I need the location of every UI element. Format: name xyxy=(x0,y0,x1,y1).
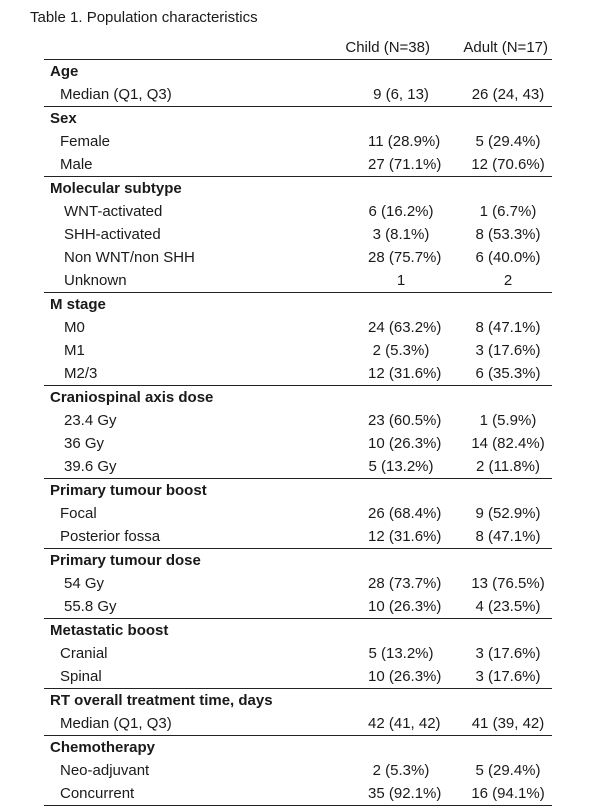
child-value: 10 (26.3%) xyxy=(368,668,442,685)
child-value: 3 (8.1%) xyxy=(372,226,430,243)
table-row xyxy=(44,223,552,246)
adult-value: 12 (70.6%) xyxy=(471,156,545,173)
row-label: 54 Gy xyxy=(64,575,105,592)
child-value: 35 (92.1%) xyxy=(328,782,434,806)
adult-value: 5 (29.4%) xyxy=(475,762,541,779)
table-body xyxy=(44,60,552,806)
group-spacer xyxy=(328,177,434,201)
group-label: M stage xyxy=(44,293,328,317)
group-spacer xyxy=(434,293,552,317)
group-label: RT overall treatment time, days xyxy=(44,689,328,713)
header-blank xyxy=(44,36,328,60)
row-label: Concurrent xyxy=(44,782,328,806)
table-row xyxy=(44,642,552,665)
row-label: Neo-adjuvant xyxy=(60,762,150,779)
table-row xyxy=(44,83,552,107)
adult-value: 2 (11.8%) xyxy=(476,458,540,475)
row-label: 23.4 Gy xyxy=(64,412,117,429)
group-header-row xyxy=(44,386,552,410)
group-spacer xyxy=(328,549,434,573)
row-label: 36 Gy xyxy=(64,435,105,452)
group-spacer xyxy=(328,107,434,131)
table-caption: Table 1. Population characteristics xyxy=(30,9,258,26)
child-value: 27 (71.1%) xyxy=(368,156,442,173)
group-spacer xyxy=(434,689,552,713)
child-value: 2 (5.3%) xyxy=(372,342,430,359)
row-label: 39.6 Gy xyxy=(64,458,117,475)
adult-value: 6 (35.3%) xyxy=(475,365,541,382)
group-label: Sex xyxy=(44,107,328,131)
row-label: Posterior fossa xyxy=(60,528,161,545)
row-label: Focal xyxy=(60,505,97,522)
adult-value: 1 (5.9%) xyxy=(479,412,537,429)
table-row xyxy=(44,153,552,177)
group-spacer xyxy=(434,479,552,503)
group-header-row xyxy=(44,619,552,643)
row-label: Unknown xyxy=(64,272,127,289)
adult-value: 3 (17.6%) xyxy=(475,342,541,359)
group-spacer xyxy=(328,60,434,84)
table-row xyxy=(44,759,552,782)
group-label: Primary tumour boost xyxy=(44,479,328,503)
child-value: 23 (60.5%) xyxy=(368,412,442,429)
table-row xyxy=(44,525,552,549)
row-label: M0 xyxy=(64,319,85,336)
group-spacer xyxy=(434,107,552,131)
child-value: 5 (13.2%) xyxy=(368,645,434,662)
group-spacer xyxy=(328,619,434,643)
adult-value: 8 (47.1%) xyxy=(475,319,541,336)
row-label: Male xyxy=(60,156,93,173)
row-label: Spinal xyxy=(60,668,102,685)
row-label: 55.8 Gy xyxy=(64,598,117,615)
child-value: 28 (75.7%) xyxy=(368,249,442,266)
row-label: Median (Q1, Q3) xyxy=(60,715,172,732)
group-spacer xyxy=(434,736,552,760)
group-label: Molecular subtype xyxy=(44,177,328,201)
group-label: Primary tumour dose xyxy=(44,549,328,573)
adult-value: 8 (53.3%) xyxy=(475,226,541,243)
group-header-row xyxy=(44,293,552,317)
group-label: Chemotherapy xyxy=(44,736,328,760)
group-spacer xyxy=(328,736,434,760)
table-row xyxy=(44,246,552,269)
table-row xyxy=(44,712,552,736)
group-spacer xyxy=(434,549,552,573)
header-child: Child (N=38) xyxy=(328,36,434,60)
child-value: 26 (68.4%) xyxy=(368,505,442,522)
child-value: 2 (5.3%) xyxy=(372,762,430,779)
child-value: 24 (63.2%) xyxy=(368,319,442,336)
group-spacer xyxy=(328,386,434,410)
table-row xyxy=(44,409,552,432)
table-row xyxy=(44,269,552,293)
group-spacer xyxy=(434,60,552,84)
group-spacer xyxy=(328,293,434,317)
group-label: Age xyxy=(44,60,328,84)
adult-value: 2 xyxy=(503,272,513,289)
table-row xyxy=(44,572,552,595)
table-row xyxy=(44,130,552,153)
table-row xyxy=(44,502,552,525)
adult-value: 16 (94.1%) xyxy=(434,782,552,806)
adult-value: 6 (40.0%) xyxy=(475,249,541,266)
child-value: 10 (26.3%) xyxy=(368,598,442,615)
table-row xyxy=(44,455,552,479)
table-header-row xyxy=(44,36,552,60)
group-spacer xyxy=(328,479,434,503)
adult-value: 26 (24, 43) xyxy=(471,86,545,103)
table-row xyxy=(44,200,552,223)
adult-value: 14 (82.4%) xyxy=(471,435,545,452)
child-value: 42 (41, 42) xyxy=(368,715,441,732)
table-row xyxy=(44,339,552,362)
row-label: Cranial xyxy=(60,645,108,662)
row-label: Female xyxy=(60,133,111,150)
adult-value: 8 (47.1%) xyxy=(475,528,541,545)
child-value: 6 (16.2%) xyxy=(368,203,434,220)
table-row xyxy=(44,432,552,455)
group-header-row xyxy=(44,60,552,84)
child-value: 9 (6, 13) xyxy=(373,86,429,103)
table-row xyxy=(44,665,552,689)
table-row xyxy=(44,362,552,386)
adult-value: 5 (29.4%) xyxy=(475,133,541,150)
group-header-row xyxy=(44,107,552,131)
group-label: Metastatic boost xyxy=(44,619,328,643)
table-row xyxy=(44,595,552,619)
row-label: M2/3 xyxy=(64,365,98,382)
group-spacer xyxy=(434,177,552,201)
row-label: Median (Q1, Q3) xyxy=(60,86,172,103)
row-label: Non WNT/non SHH xyxy=(64,249,195,266)
adult-value: 4 (23.5%) xyxy=(475,598,541,615)
adult-value: 9 (52.9%) xyxy=(475,505,541,522)
row-label: WNT-activated xyxy=(64,203,163,220)
child-value: 1 xyxy=(396,272,406,289)
group-spacer xyxy=(328,689,434,713)
adult-value: 3 (17.6%) xyxy=(475,668,541,685)
population-table xyxy=(44,36,552,806)
group-spacer xyxy=(434,619,552,643)
child-value: 12 (31.6%) xyxy=(368,365,442,382)
child-value: 28 (73.7%) xyxy=(368,575,442,592)
adult-value: 13 (76.5%) xyxy=(471,575,545,592)
group-spacer xyxy=(434,386,552,410)
table-row xyxy=(44,316,552,339)
adult-value: 3 (17.6%) xyxy=(475,645,541,662)
adult-value: 41 (39, 42) xyxy=(471,715,545,732)
child-value: 11 (28.9%) xyxy=(368,133,441,150)
header-adult: Adult (N=17) xyxy=(434,36,552,60)
group-header-row xyxy=(44,549,552,573)
child-value: 12 (31.6%) xyxy=(368,528,442,545)
group-header-row xyxy=(44,177,552,201)
child-value: 5 (13.2%) xyxy=(368,458,434,475)
group-header-row xyxy=(44,689,552,713)
row-label: M1 xyxy=(64,342,85,359)
child-value: 10 (26.3%) xyxy=(368,435,442,452)
row-label: SHH-activated xyxy=(64,226,161,243)
group-header-row xyxy=(44,479,552,503)
adult-value: 1 (6.7%) xyxy=(479,203,537,220)
group-header-row xyxy=(44,736,552,760)
group-label: Craniospinal axis dose xyxy=(44,386,328,410)
table-row xyxy=(44,782,552,806)
